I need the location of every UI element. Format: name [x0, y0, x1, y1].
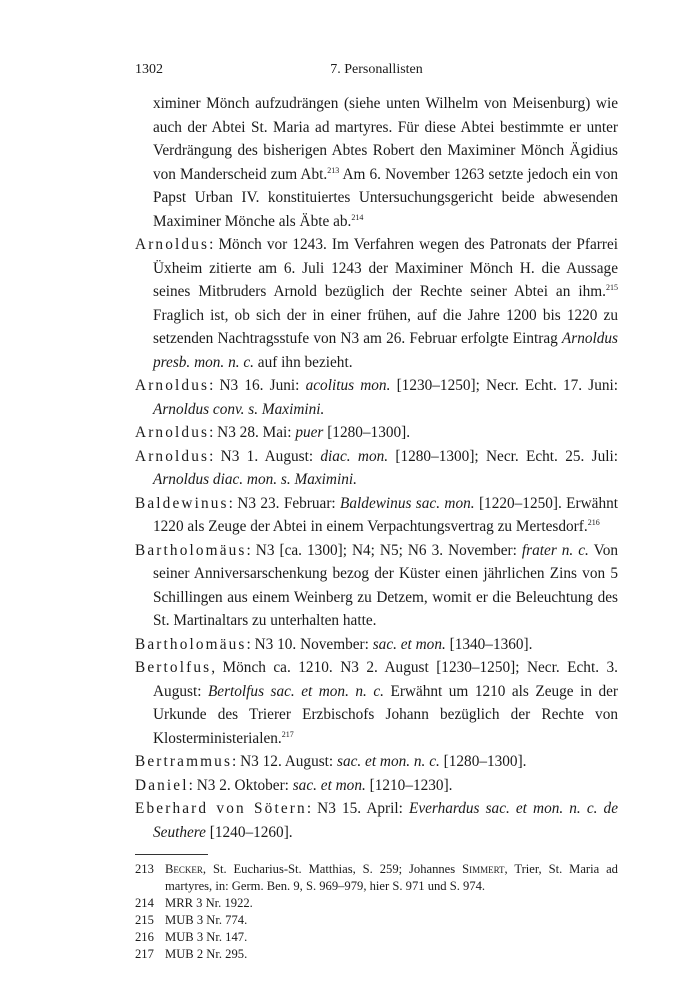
- footnote: 216 MUB 3 Nr. 147.: [135, 930, 248, 944]
- footnote-number: 215: [135, 913, 154, 927]
- entry-name: Bertrammus: [135, 753, 233, 770]
- footnote-ref: 213: [327, 165, 340, 175]
- entry-name: Eberhard von Sötern: [135, 800, 307, 817]
- footnote-number: 217: [135, 947, 154, 961]
- entry-bartholomaeus-2: Bartholomäus: N3 10. November: sac. et mon. [1340–1360].: [135, 635, 533, 653]
- footnote-number: 213: [135, 862, 154, 876]
- footnote-number: 214: [135, 896, 154, 910]
- entry-bertolfus: Bertolfus, Mönch ca. 1210. N3 2. August [1230–1250]; Necr. Echt. 3. August: Bertolfus sac. et mon. n. c. Erwähnt um 1210 als Zeuge in der Urkunde des Trierer Erzbischofs Johann bezüglich der Rechte von Klosterministerialen.$^{217}$: [135, 659, 619, 747]
- entry-baldewinus: Baldewinus: N3 23. Februar: Baldewinus sac. mon. [1220–1250]. Erwähnt 1220 als Zeuge der Abtei in einem Verpachtungsvertrag zu Mertesdorf.$^{216}$: [135, 494, 618, 535]
- footnote: 214 MRR 3 Nr. 1922.: [135, 896, 253, 910]
- page-header: [135, 62, 618, 84]
- entry-name: Baldewinus: [135, 494, 229, 512]
- entry-arnoldus-3: Arnoldus: N3 28. Mai: puer [1280–1300].: [135, 424, 411, 441]
- entry-name: Bartholomäus: [135, 541, 247, 559]
- footnote-ref: 216: [587, 518, 600, 527]
- entry-arnoldus-4: Arnoldus: N3 1. August: diac. mon. [1280–1300]; Necr. Echt. 25. Juli: Arnoldus diac. mon. s. Maximini.: [135, 447, 618, 488]
- main-text: [135, 92, 618, 844]
- entry-bartholomaeus-1: Bartholomäus: N3 [ca. 1300]; N4; N5; N6 3. November: frater n. c. Von seiner Anniversarschenkung bezog der Küster einen jährlichen Zins von 5 Schillingen aus einem Weinberg zu Detzem, womit er die Beleuchtung des St. Martinaltars zu unterhalten hatte.: [135, 541, 619, 629]
- footnote: 215 MUB 3 Nr. 774.: [135, 913, 248, 927]
- footnote-ref: 215: [606, 283, 618, 292]
- entry-arnoldus-1: Arnoldus: Mönch vor 1243. Im Verfahren wegen des Patronats der Pfarrei Üxheim zitierte am 6. Juli 1243 der Maximiner Mönch H. die Aussage seines Mitbruders Arnold bezüglich der Rechte seiner Abtei an ihm.$^{215}$ Fraglich ist, ob sich der in einer frühen, auf die Jahre 1200 bis 1220 zu setzenden Nachtragsstufe von N3 am 26. Februar erfolgte Eintrag Arnoldus presb. mon. n. c. auf ihn bezieht.: [135, 236, 618, 371]
- footnote: 217 MUB 2 Nr. 295.: [135, 947, 248, 961]
- running-head: 7. Personallisten: [330, 62, 423, 77]
- entry-bertrammus: Bertrammus: N3 12. August: sac. et mon. n. c. [1280–1300].: [135, 753, 527, 770]
- footnote-ref: 214: [351, 212, 364, 222]
- entry-daniel: Daniel: N3 2. Oktober: sac. et mon. [1210–1230].: [135, 776, 453, 794]
- book-page: [135, 62, 618, 963]
- entry-name: Arnoldus: [135, 377, 210, 394]
- footnote-ref: 217: [281, 729, 294, 739]
- footnote: 213 Becker, St. Eucharius-St. Matthias, S. 259; Johannes Simmert, Trier, St. Maria ad martyres, in: Germ. Ben. 9, S. 969–979, hier S. 971 und S. 974.: [135, 862, 618, 893]
- entry-name: Arnoldus: [135, 424, 210, 441]
- continued-paragraph: ximiner Mönch aufzudrängen (siehe unten Wilhelm von Meisenburg) wie auch der Abtei St. Maria ad martyres. Für diese Abtei bestimmte er unter Verdrängung des bisherigen Abtes Robert den Maximiner Mönch Ägidius von Manderscheid zum Abt.$^{213}$ Am 6. November 1263 setzte jedoch ein von Papst Urban IV. konstituiertes Untersuchungsgericht beide abwesenden Maximiner Mönche als Äbte ab.$^{214}$: [153, 95, 618, 230]
- entry-eberhard-von-soetern: Eberhard von Sötern: N3 15. April: Everhardus sac. et mon. n. c. de Seuthere [1240–1260].: [135, 800, 618, 841]
- footnote-divider: [135, 854, 208, 855]
- page-number: 1302: [135, 62, 163, 77]
- entry-arnoldus-2: Arnoldus: N3 16. Juni: acolitus mon. [1230–1250]; Necr. Echt. 17. Juni: Arnoldus conv. s. Maximini.: [135, 377, 618, 418]
- footnotes: [135, 861, 618, 963]
- footnote-number: 216: [135, 930, 154, 944]
- entry-name: Arnoldus: [135, 447, 210, 465]
- entry-name: Arnoldus: [135, 236, 210, 253]
- entry-name: Daniel: [135, 776, 189, 794]
- entry-name: Bartholomäus: [135, 635, 247, 653]
- entry-name: Bertolfus: [135, 659, 212, 676]
